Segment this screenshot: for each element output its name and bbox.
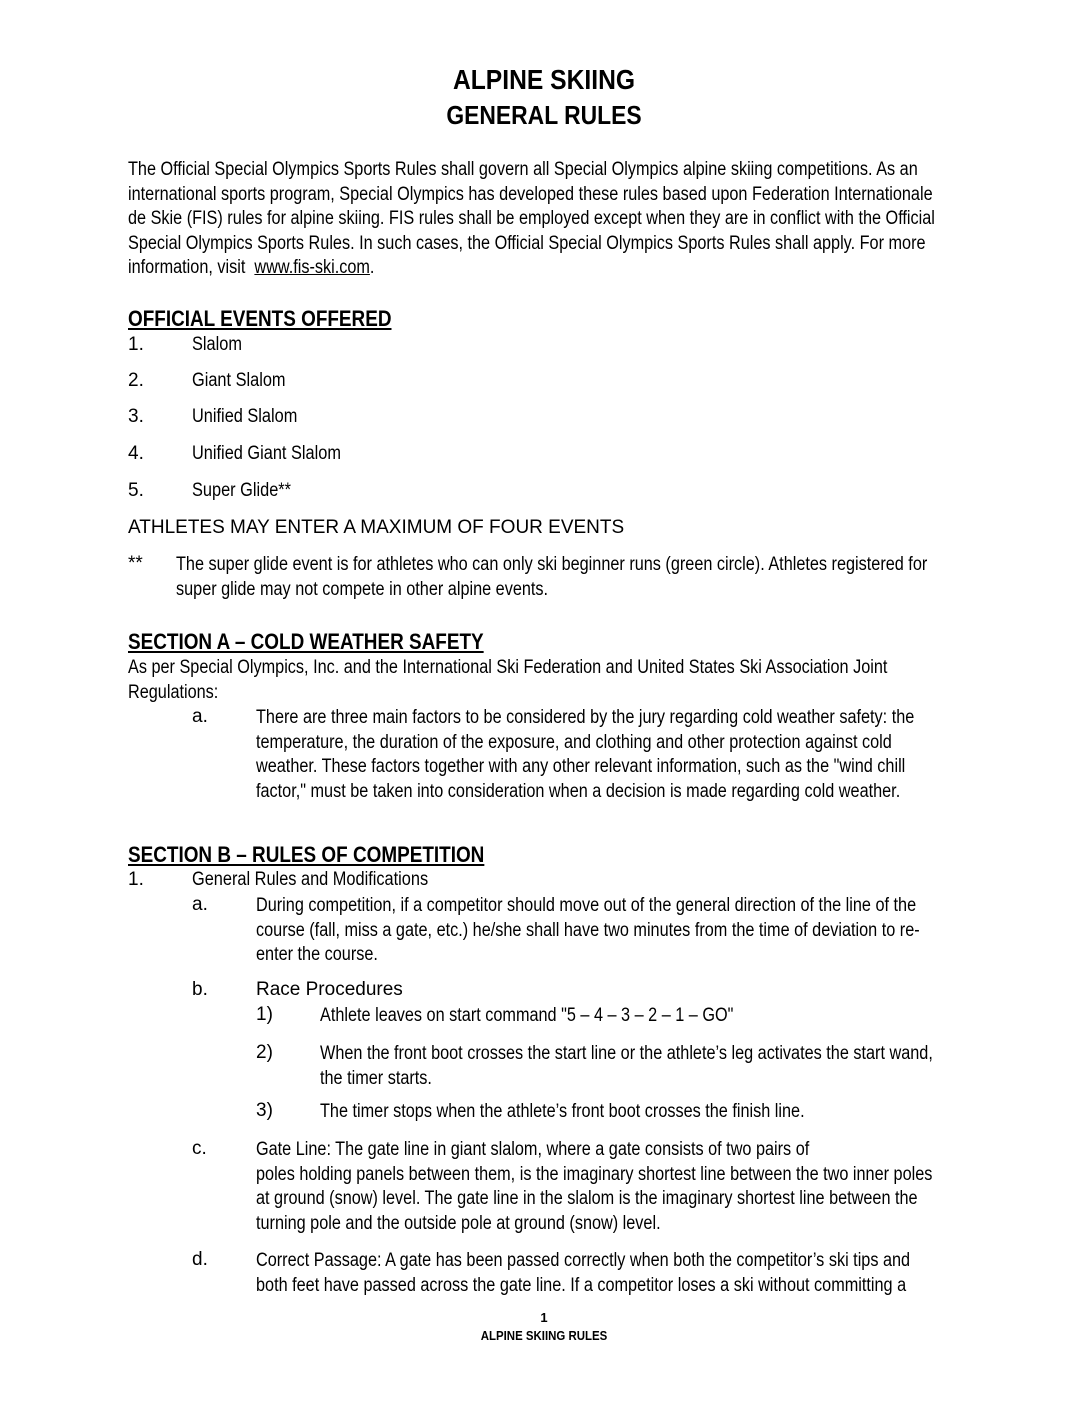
intro-line	[128, 256, 867, 281]
events-heading: OFFICIAL EVENTS OFFERED	[128, 306, 392, 331]
event-number: 1.	[128, 334, 144, 355]
intro-line: international sports program, Special Olympics has developed these rules based upon Federation Internationale	[128, 183, 933, 205]
event-label: Unified Slalom	[192, 406, 298, 427]
race-step-number: 3)	[256, 1100, 273, 1121]
rule-a-line: enter the course.	[256, 944, 378, 965]
race-step-line: When the front boot crosses the start line or the athlete’s leg activates the start wand,	[320, 1043, 933, 1064]
footnote-line: super glide may not compete in other alpine events.	[176, 578, 549, 600]
rule-d-marker: d.	[192, 1249, 208, 1270]
fis-link[interactable]: www.fis-ski.com	[254, 257, 370, 278]
footnote-marker: **	[128, 553, 143, 574]
rule-c-line: poles holding panels between them, is the imaginary shortest line between the two inner poles	[256, 1163, 933, 1185]
intro-line: Special Olympics Sports Rules. In such cases, the Official Special Olympics Sports Rules shall apply. For more	[128, 232, 926, 254]
section-a-item-line: temperature, the duration of the exposure, and clothing and other protection against cold	[256, 731, 892, 753]
race-step-line: The timer stops when the athlete’s front boot crosses the finish line.	[320, 1101, 805, 1122]
footnote-line: The super glide event is for athletes who can only ski beginner runs (green circle). Athletes registered for	[176, 554, 928, 575]
race-step-number: 1)	[256, 1004, 273, 1025]
section-b-item-1-label: General Rules and Modifications	[192, 869, 429, 890]
event-number: 2.	[128, 370, 144, 391]
race-step-line: the timer starts.	[320, 1067, 432, 1089]
document-title: ALPINE SKIING	[452, 64, 636, 95]
document-subtitle: GENERAL RULES	[446, 100, 642, 130]
footer-label: ALPINE SKIING RULES	[480, 1328, 608, 1343]
intro-line: The Official Special Olympics Sports Rules shall govern all Special Olympics alpine skiing competitions. As an	[128, 159, 918, 180]
section-a-item-line: factor," must be taken into consideration when a decision is made regarding cold weather.	[256, 780, 901, 802]
intro-line: de Skie (FIS) rules for alpine skiing. FIS rules shall be employed except when they are in conflict with the Official	[128, 208, 935, 229]
race-step-text	[320, 1100, 992, 1125]
rule-d-text	[256, 1249, 992, 1298]
max-events-note: ATHLETES MAY ENTER A MAXIMUM OF FOUR EVENTS	[128, 517, 625, 538]
event-label: Unified Giant Slalom	[192, 443, 341, 464]
rule-c-text	[256, 1138, 992, 1236]
section-a-intro-line: As per Special Olympics, Inc. and the International Ski Federation and United States Ski Association Joint	[128, 657, 888, 678]
section-a-heading: SECTION A – COLD WEATHER SAFETY	[128, 629, 484, 654]
section-a-item-text	[256, 706, 992, 804]
rule-c-marker: c.	[192, 1138, 207, 1159]
section-b-item-1-number: 1.	[128, 869, 144, 890]
section-a-intro	[128, 656, 992, 705]
event-label: Super Glide**	[192, 480, 292, 501]
footnote-text	[176, 553, 992, 602]
rule-c-line: at ground (snow) level. The gate line in the slalom is the imaginary shortest line between the	[256, 1188, 918, 1209]
page-number: 1	[540, 1310, 548, 1325]
event-number: 5.	[128, 480, 144, 501]
section-a-item-marker: a.	[192, 706, 208, 727]
race-step-number: 2)	[256, 1042, 273, 1063]
rule-c-line: Gate Line: The gate line in giant slalom, where a gate consists of two pairs of	[256, 1139, 810, 1160]
rule-b-marker: b.	[192, 979, 208, 1000]
event-label: Giant Slalom	[192, 370, 286, 391]
section-a-intro-line: Regulations:	[128, 681, 219, 703]
rule-a-text	[256, 894, 992, 968]
race-step-line: Athlete leaves on start command "5 – 4 – 3 – 2 – 1 – GO"	[320, 1005, 734, 1026]
race-step-text	[320, 1042, 992, 1091]
section-a-item-line: weather. These factors together with any other relevant information, such as the "wind chill	[256, 756, 906, 777]
section-b-heading: SECTION B – RULES OF COMPETITION	[128, 842, 485, 867]
intro-last-prefix: information, visit	[128, 257, 255, 278]
rule-d-line: Correct Passage: A gate has been passed correctly when both the competitor’s ski tips and	[256, 1250, 911, 1271]
rule-a-line: course (fall, miss a gate, etc.) he/she shall have two minutes from the time of deviation to re-	[256, 919, 920, 941]
rule-c-line: turning pole and the outside pole at ground (snow) level.	[256, 1212, 661, 1234]
race-step-text	[320, 1004, 992, 1029]
event-number: 3.	[128, 406, 144, 427]
rule-a-line: During competition, if a competitor should move out of the general direction of the line of the	[256, 895, 917, 916]
intro-last-suffix: .	[369, 257, 375, 278]
rule-d-line: both feet have passed across the gate line. If a competitor loses a ski without committing a	[256, 1274, 907, 1296]
rule-b-label: Race Procedures	[256, 979, 403, 1000]
section-a-item-line: There are three main factors to be considered by the jury regarding cold weather safety: the	[256, 707, 915, 728]
intro-paragraph	[128, 158, 992, 281]
event-number: 4.	[128, 443, 144, 464]
rule-a-marker: a.	[192, 894, 208, 915]
event-label: Slalom	[192, 334, 242, 355]
